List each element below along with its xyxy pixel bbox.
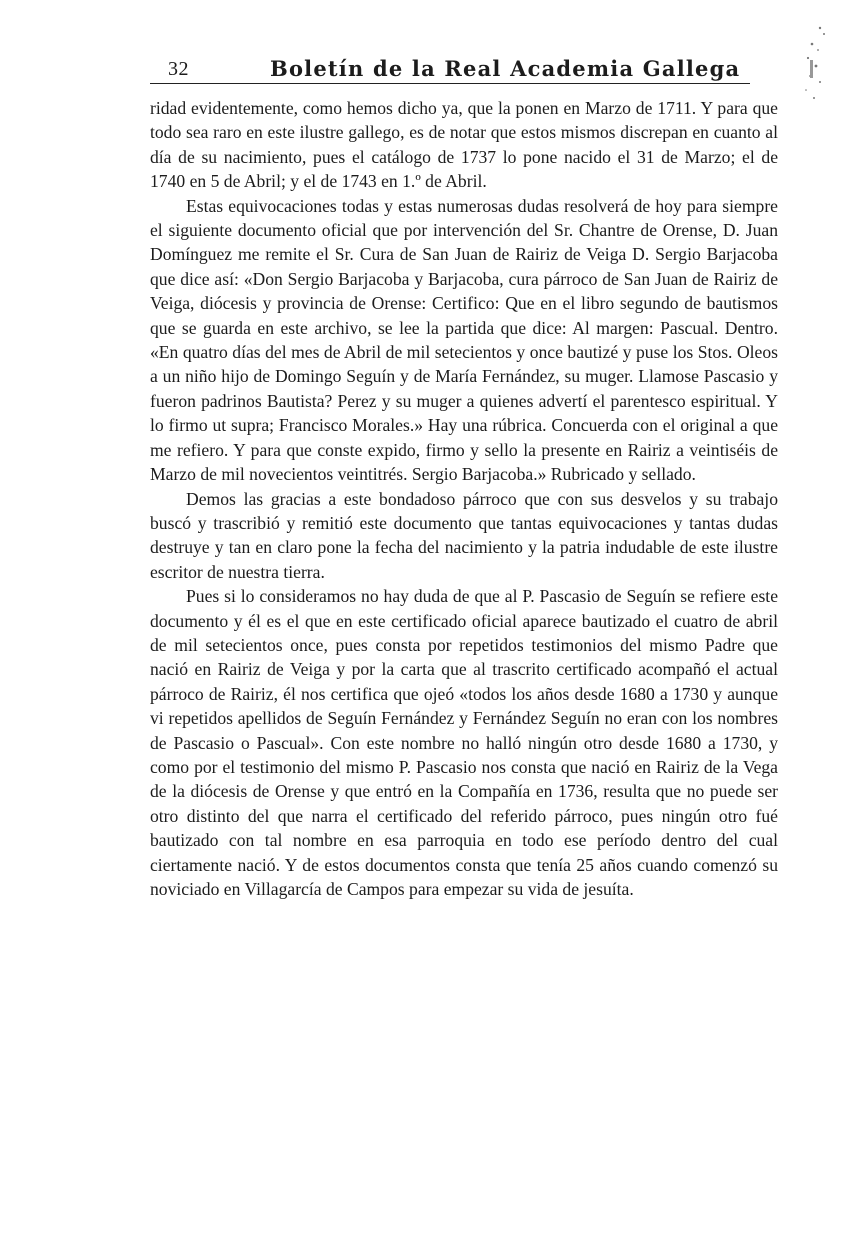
page-number: 32 (168, 58, 189, 80)
header-rule (150, 83, 750, 84)
paragraph-3: Demos las gracias a este bondadoso párroco que con sus desvelos y su trabajo buscó y trascribió y remitió este documento que tantas equivocaciones y tantas dudas destruye y tan en claro pone la fecha del nacimiento y la patria indudable de este ilustre escritor de nuestra tierra. (150, 488, 778, 582)
paragraph-2: Estas equivocaciones todas y estas numerosas dudas resolverá de hoy para siempre el siguiente documento oficial que por intervención del Sr. Chantre de Orense, D. Juan Domínguez me remite el Sr. Cura de San Juan de Rairiz de Veiga D. Sergio Barjacoba que dice así: «Don Sergio Barjacoba y Barjacoba, cura párroco de San Juan de Rairiz de Veiga, diócesis y provincia de Orense: Certifico: Que en el libro segundo de bautismos que se guarda en este archivo, se lee la partida que dice: Al margen: Pascual. Dentro. «En quatro días del mes de Abril de mil setecientos y once bautizé y puse los Stos. Oleos a un niño hijo de Domingo Seguín y de María Fernández, su muger. Llamose Pascasio y fueron padrinos Bautista? Perez y su muger a quienes advertí el parentesco espiritual. Y lo firmo ut supra; Francisco Morales.» Hay una rúbrica. Concuerda con el original a que me refiero. Y para que conste expido, firmo y sello la presente en Rairiz a veintiséis de Marzo de mil novecientos veintitrés. Sergio Barjacoba.» Rubricado y sellado. (150, 195, 778, 485)
paragraph-1: ridad evidentemente, como hemos dicho ya, que la ponen en Marzo de 1711. Y para que todo sea raro en este ilustre gallego, es de notar que estos mismos discrepan en cuanto al día de su nacimiento, pues el catálogo de 1737 lo pone nacido el 31 de Marzo; el de 1740 en 5 de Abril; y el de 1743 en 1.º de Abril. (150, 98, 778, 192)
body-text (150, 96, 778, 901)
scan-specks (790, 20, 840, 110)
page-header (150, 54, 750, 86)
running-title: Boletín de la Real Academia Gallega (270, 56, 741, 81)
paragraph-4: Pues si lo consideramos no hay duda de que al P. Pascasio de Seguín se refiere este documento y él es el que en este certificado oficial aparece bautizado el cuatro de abril de mil setecientos once, pues consta por repetidos testimonios del mismo Padre que nació en Rairiz de Veiga y por la carta que al trascrito certificado acompañó el actual párroco de Rairiz, él nos certifica que ojeó «todos los años desde 1680 a 1730 y aunque vi repetidos apellidos de Seguín Fernández y Fernández Seguín no eran con los nombres de Pascasio o Pascual». Con este nombre no halló ningún otro desde 1680 a 1730, y como por el testimonio del mismo P. Pascasio nos consta que nació en Rairiz de la Vega de la diócesis de Orense y que entró en la Compañía en 1736, resulta que no puede ser otro distinto del que narra el certificado del referido párroco, pues ningún otro fué bautizado con tal nombre en esa parroquia en todo ese período dentro del cual ciertamente nació. Y de estos documentos consta que tenía 25 años cuando comenzó su noviciado en Villagarcía de Campos para empezar su vida de jesuíta. (150, 586, 778, 899)
